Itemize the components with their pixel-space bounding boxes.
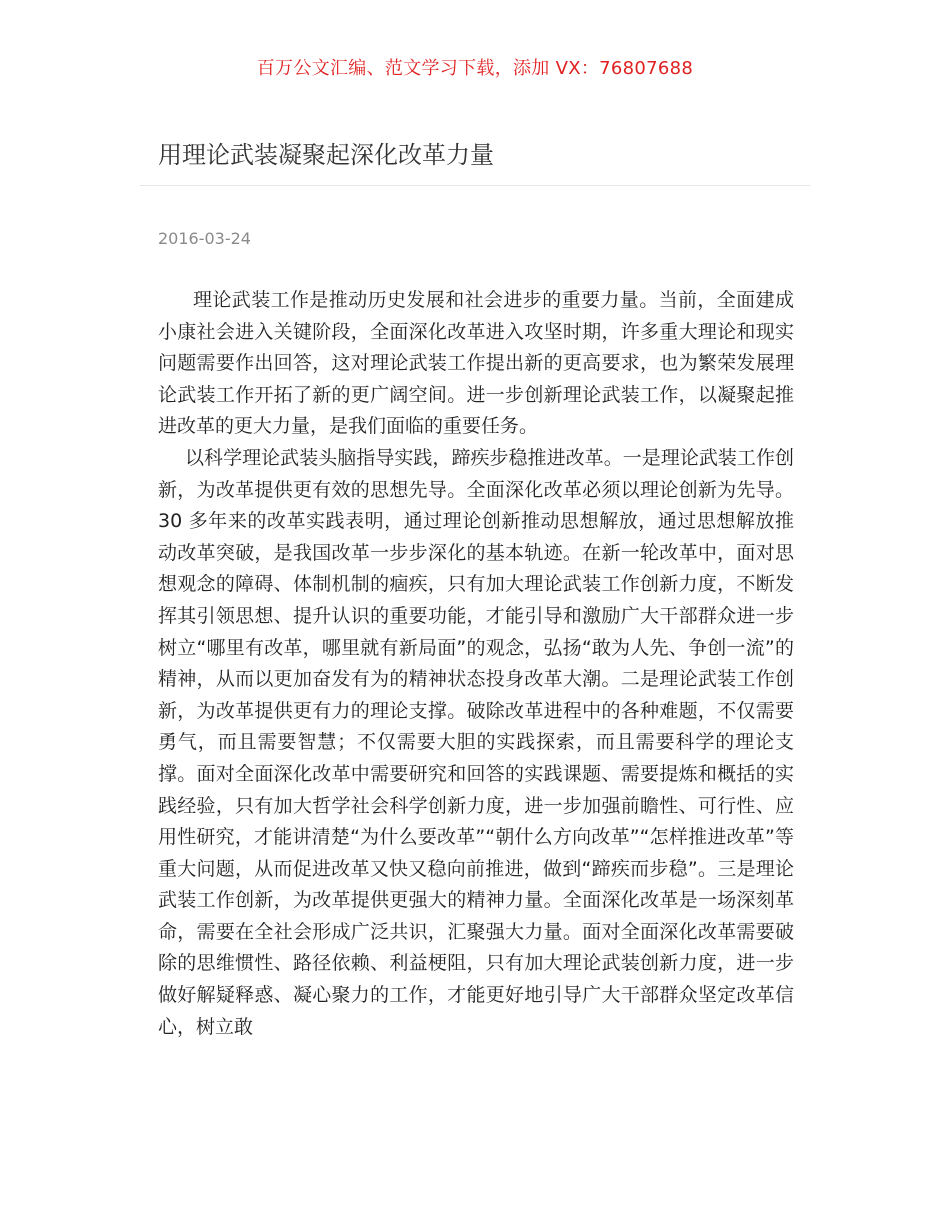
article-title: 用理论武装凝聚起深化改革力量: [158, 141, 494, 169]
article-paragraph: 以科学理论武装头脑指导实践，蹄疾步稳推进改革。一是理论武装工作创新，为改革提供更有效的思想先导。全面深化改革必须以理论创新为先导。30 多年来的改革实践表明，通过理论创新推动思想解放，通过思想解放推动改革突破，是我国改革一步步深化的基本轨迹。在新一轮改革中，面对思想观念的障碍、体制机制的痼疾，只有加大理论武装工作创新力度，不断发挥其引领思想、提升认识的重要功能，才能引导和激励广大干部群众进一步树立“哪里有改革，哪里就有新局面”的观念，弘扬“敢为人先、争创一流”的精神，从而以更加奋发有为的精神状态投身改革大潮。二是理论武装工作创新，为改革提供更有力的理论支撑。破除改革进程中的各种难题，不仅需要勇气，而且需要智慧；不仅需要大胆的实践探索，而且需要科学的理论支撑。面对全面深化改革中需要研究和回答的实践课题、需要提炼和概括的实践经验，只有加大哲学社会科学创新力度，进一步加强前瞻性、可行性、应用性研究，才能讲清楚“为什么要改革”“朝什么方向改革”“怎样推进改革”等重大问题，从而促进改革又快又稳向前推进，做到“蹄疾而步稳”。三是理论武装工作创新，为改革提供更强大的精神力量。全面深化改革是一场深刻革命，需要在全社会形成广泛共识，汇聚强大力量。面对全面深化改革需要破除的思维惯性、路径依赖、利益梗阻，只有加大理论武装创新力度，进一步做好解疑释惑、凝心聚力的工作，才能更好地引导广大干部群众坚定改革信心，树立敢: [158, 446, 794, 1038]
publish-date: 2016-03-24: [158, 229, 251, 248]
promo-banner: 百万公文汇编、范文学习下载，添加 VX：76807688: [256, 58, 694, 79]
article-paragraph: 理论武装工作是推动历史发展和社会进步的重要力量。当前，全面建成小康社会进入关键阶段，全面深化改革进入攻坚时期，许多重大理论和现实问题需要作出回答，这对理论武装工作提出新的更高要求，也为繁荣发展理论武装工作开拓了新的更广阔空间。进一步创新理论武装工作，以凝聚起推进改革的更大力量，是我们面临的重要任务。: [158, 289, 794, 438]
title-divider: [140, 185, 810, 186]
article-body: [158, 285, 794, 1043]
